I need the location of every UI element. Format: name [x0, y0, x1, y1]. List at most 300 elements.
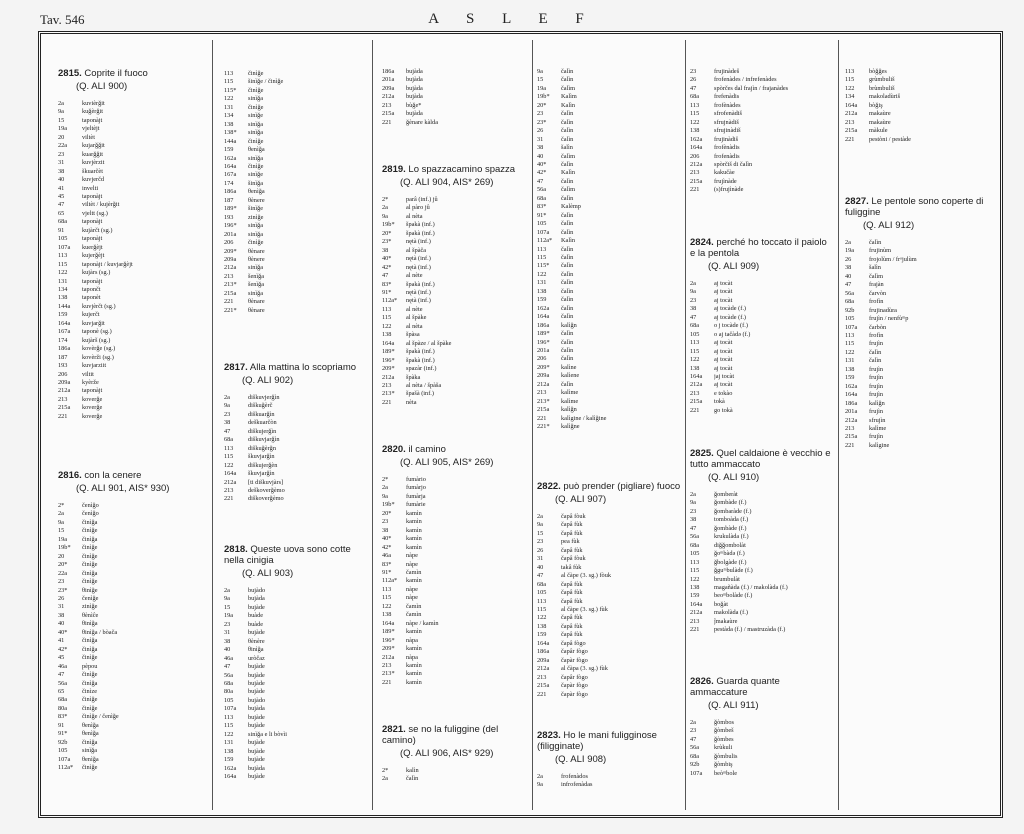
dialect-form: bujàde [248, 671, 265, 679]
dialect-form: taponàjt [82, 192, 103, 200]
survey-point: 23 [690, 727, 697, 735]
entry-heading: il camino [408, 444, 446, 455]
survey-point: 20* [382, 229, 392, 237]
list-item [537, 372, 681, 380]
dialect-form: činìğe [248, 70, 264, 77]
dialect-form: kamìn [406, 518, 422, 526]
dialect-form: fumàrio [406, 476, 426, 483]
survey-point: 42* [382, 263, 392, 271]
list-item [690, 280, 834, 288]
dialect-form: čalìn [561, 76, 574, 84]
survey-point: 164a [224, 772, 237, 780]
survey-point: 47 [382, 272, 389, 280]
dialect-form: činìğe [82, 561, 98, 569]
list-item [382, 102, 528, 110]
dialect-form: nętà (inf.) [406, 263, 431, 271]
list-item [224, 629, 368, 637]
list-item [537, 521, 681, 529]
survey-point: 209a [537, 372, 550, 380]
survey-point: 31 [58, 159, 65, 167]
dialect-form: bujàda [406, 68, 423, 75]
survey-point: 196* [537, 338, 550, 346]
list-item [224, 121, 368, 129]
survey-point: 9a [537, 781, 543, 789]
survey-point: 42* [537, 169, 547, 177]
list-item [537, 547, 681, 555]
list-item [224, 621, 368, 629]
list-item [845, 433, 1000, 441]
survey-point: 31 [58, 603, 65, 611]
entry-reference: (Q. ALI 904, AIS* 269) [400, 177, 494, 188]
entry-number: 2816. [58, 470, 82, 481]
entry-block [382, 444, 528, 687]
list-item [845, 332, 1000, 340]
list-item [690, 609, 834, 617]
list-item [537, 186, 681, 194]
survey-point: 9a [537, 521, 543, 529]
list-item [224, 595, 368, 603]
survey-point: 186a [845, 399, 858, 407]
dialect-form: čapâr fògo [561, 648, 588, 656]
dialect-form: frujìn [869, 365, 883, 373]
column-2 [224, 40, 368, 810]
list-item [537, 246, 681, 254]
list-item [58, 502, 208, 510]
dialect-form: θinìğe [82, 586, 98, 594]
survey-point: 83* [58, 713, 68, 721]
dialect-form: frojolùm / frᵒjulùm [869, 255, 917, 263]
dialect-form: sinìğa [248, 230, 264, 238]
dialect-form: buàde [248, 612, 264, 620]
list-item [58, 193, 208, 201]
dialect-form: sinìğe [248, 171, 264, 179]
dialect-form: čalìm [561, 84, 575, 92]
dialect-form: ğòmbeš [714, 727, 734, 735]
survey-point: 221 [845, 441, 855, 449]
survey-point: 212a [382, 93, 395, 101]
survey-point: 9a [537, 68, 543, 75]
dialect-form: màkule [869, 127, 888, 135]
survey-point: 159 [58, 311, 68, 319]
entry-number: 2817. [224, 362, 248, 373]
survey-point: 167a [224, 171, 237, 179]
dialect-form: frofenàdis [714, 152, 740, 160]
survey-point: 68a [845, 298, 855, 306]
list-item [690, 744, 834, 752]
dialect-form: čalìn [561, 279, 574, 287]
dialect-form: činìğa [82, 738, 98, 746]
list-item [537, 119, 681, 127]
list-item [382, 272, 528, 280]
survey-point: 91 [58, 721, 65, 729]
dialect-form: aj tocàde (f.) [714, 305, 746, 313]
dialect-list [382, 476, 528, 687]
survey-point: 221* [224, 306, 237, 314]
survey-point: 138 [382, 331, 392, 339]
survey-point: 134 [845, 93, 855, 101]
survey-point: 15 [58, 116, 65, 124]
entry-title [690, 676, 834, 698]
dialect-form: sinìğa [82, 747, 98, 755]
dialect-form: sinìğa e li bòvìi [248, 730, 288, 738]
dialect-form: krukulàda (f.) [714, 533, 749, 541]
survey-point: 134 [58, 285, 68, 293]
dialect-form: činìğe / čenìğe [82, 713, 119, 721]
list-item [58, 227, 208, 235]
list-item [58, 286, 208, 294]
dialect-form: sinìğa [248, 264, 264, 272]
list-item [224, 419, 368, 427]
dialect-form: beòᵐbole [714, 769, 738, 777]
survey-point: 131 [845, 357, 855, 365]
dialect-form: θènere [248, 255, 265, 263]
dialect-form: čalìn [561, 355, 574, 363]
entry-heading: se no la fuliggine (del camino) [382, 724, 499, 746]
survey-point: 19b* [382, 501, 395, 509]
dialect-form: go tokà [714, 406, 733, 414]
survey-point: 193 [224, 213, 234, 221]
survey-point: 212a [690, 609, 703, 617]
list-item [845, 315, 1000, 323]
survey-point: 221 [58, 412, 68, 420]
list-item [58, 151, 208, 159]
list-item [224, 155, 368, 163]
survey-point: 9a [382, 212, 388, 220]
dialect-form: čalìn [869, 348, 882, 356]
survey-point: 2a [845, 239, 851, 246]
survey-point: 47 [58, 671, 65, 679]
survey-point: 9a [224, 402, 230, 410]
dialect-form: ğòmbes [714, 735, 734, 743]
dialect-form: aj tocàt [714, 356, 733, 364]
survey-point: 38 [224, 637, 231, 645]
list-item [224, 453, 368, 461]
survey-point: 212a [58, 387, 71, 395]
dialect-form: činìğe [82, 671, 98, 679]
list-item [224, 462, 368, 470]
dialect-form: kalìene [561, 372, 580, 380]
survey-point: 115 [845, 76, 855, 84]
survey-point: 91* [58, 730, 68, 738]
list-item [58, 354, 208, 362]
list-item [537, 279, 681, 287]
dialect-form: frujinàdeš [714, 68, 740, 75]
list-item [382, 110, 528, 118]
list-item [58, 637, 208, 645]
dialect-form: kuvjarziit [82, 362, 107, 370]
survey-point: 206 [690, 152, 700, 160]
list-item [690, 542, 834, 550]
dialect-form: činìğe [248, 239, 264, 247]
survey-point: 213* [537, 397, 550, 405]
survey-point: 91* [537, 211, 547, 219]
dialect-form: bujàda [406, 93, 423, 101]
list-item [224, 638, 368, 646]
dialect-form: špakà (inf.) [406, 348, 435, 356]
list-item [690, 499, 834, 507]
dialect-form: [ti diškuvjàrs] [248, 478, 284, 486]
list-item [382, 297, 528, 305]
survey-point: 138 [224, 120, 234, 128]
dialect-form: bujàda [406, 110, 423, 118]
survey-point: 46a [224, 654, 234, 662]
list-item [224, 171, 368, 179]
survey-point: 56a [690, 744, 700, 752]
dialect-form: θènare [248, 247, 265, 255]
dialect-form: špakà (inf.) [406, 280, 435, 288]
dialect-form: al nèta [406, 212, 423, 220]
dialect-list [537, 773, 681, 790]
dialect-list [224, 394, 368, 504]
survey-point: 167a [58, 328, 71, 336]
dialect-form: fumàrjo [406, 484, 426, 492]
list-item [58, 705, 208, 713]
list-item [382, 569, 528, 577]
list-item [224, 248, 368, 256]
dialect-form: čapâ fùk [561, 597, 583, 605]
entry-block [845, 196, 1000, 450]
list-item [224, 222, 368, 230]
column-divider [212, 40, 213, 810]
entry-heading: Quel caldaione è vecchio e tutto ammaccato [690, 448, 831, 470]
entry-heading: Ho le mani fuligginose (filigginate) [537, 730, 657, 752]
survey-point: 105 [58, 235, 68, 243]
list-item [382, 535, 528, 543]
list-item [58, 730, 208, 738]
list-item [58, 159, 208, 167]
dialect-form: bujàde [248, 756, 265, 764]
column-3 [382, 40, 528, 810]
survey-point: 115 [58, 260, 68, 268]
survey-point: 112a* [537, 237, 553, 245]
list-item [382, 654, 528, 662]
entry-heading: con la cenere [84, 470, 142, 481]
dialect-form: makoladùriš [869, 93, 901, 101]
survey-point: 159 [690, 592, 700, 600]
dialect-form: diškuğèrč [248, 402, 273, 410]
list-item [58, 294, 208, 302]
list-item [537, 161, 681, 169]
list-item [58, 671, 208, 679]
survey-point: 122 [690, 575, 700, 583]
survey-point: 164a [690, 600, 703, 608]
dialect-form: tomboàda (f.) [714, 516, 749, 524]
survey-point: 144a [58, 302, 71, 310]
dialect-form: činìğe [82, 704, 98, 712]
dialect-form: al nèta [406, 322, 423, 330]
dialect-form: deškuarčòn [248, 419, 277, 427]
survey-point: 31 [224, 629, 231, 637]
list-item [58, 252, 208, 260]
list-item [58, 553, 208, 561]
survey-point: 40* [382, 255, 392, 263]
dialect-form: kuvjarğit [82, 319, 105, 327]
list-item [537, 555, 681, 563]
entry-reference: (Q. ALI 912) [863, 220, 915, 231]
dialect-form: špakà (inf.) [406, 221, 435, 229]
survey-point: 23 [224, 620, 231, 628]
survey-point: 23 [537, 538, 544, 546]
dialect-form: diškoverğèmo [248, 495, 284, 503]
list-item [690, 407, 834, 415]
dialect-form: sinìğa [248, 154, 264, 162]
list-item [690, 102, 834, 110]
survey-point: 40 [58, 620, 65, 628]
list-item [58, 379, 208, 387]
dialect-form: invelti [82, 184, 99, 192]
dialect-form: aj tocàt [714, 296, 733, 304]
dialect-form: kovèrži (sg.) [82, 353, 114, 361]
dialect-form: pestàda (f.) / mastruzàda (f.) [714, 626, 786, 634]
list-item [845, 127, 1000, 135]
list-item [845, 281, 1000, 289]
dialect-form: čamìn [406, 602, 422, 610]
dialect-form: škuarčèt [82, 167, 103, 175]
dialect-list [690, 491, 834, 635]
list-item [382, 586, 528, 594]
list-item [224, 256, 368, 264]
survey-point: 42* [382, 543, 392, 551]
entry-block [690, 448, 834, 635]
survey-point: 107a [690, 769, 703, 777]
list-item [382, 645, 528, 653]
list-item [224, 479, 368, 487]
list-item [537, 398, 681, 406]
dialect-form: bujàde [248, 722, 265, 730]
survey-point: 113 [690, 558, 700, 566]
dialect-form: čalìn [561, 160, 574, 168]
survey-point: 209* [382, 365, 395, 373]
dialect-form: kamìn [406, 535, 422, 543]
survey-point: 186a [382, 68, 395, 75]
survey-point: 47 [537, 177, 544, 185]
entry-heading: Alla mattina lo scopriamo [249, 362, 357, 373]
list-item [537, 665, 681, 673]
dialect-form: kuvièrğit [82, 100, 105, 107]
dialect-form: sfrujìn [869, 416, 886, 424]
survey-point: 56a [58, 679, 68, 687]
survey-point: 115 [224, 453, 234, 461]
list-item [224, 70, 368, 78]
dialect-form: čarbòn [869, 323, 887, 331]
list-item [537, 127, 681, 135]
dialect-form: čalìn [561, 262, 574, 270]
survey-point: 122 [690, 356, 700, 364]
list-item [382, 281, 528, 289]
list-item [537, 781, 681, 789]
dialect-form: al nèta / špàša [406, 381, 442, 389]
dialect-form: al čàpe (3. sg.) fòuk [561, 572, 612, 580]
list-item [58, 134, 208, 142]
dialect-form: bujàde [248, 713, 265, 721]
survey-point: 162a [845, 382, 858, 390]
list-item [537, 631, 681, 639]
dialect-form: buàde [248, 620, 264, 628]
dialect-form: nętà (inf.) [406, 288, 431, 296]
list-item [537, 589, 681, 597]
survey-point: 138 [690, 583, 700, 591]
list-item [690, 559, 834, 567]
list-item [845, 408, 1000, 416]
survey-point: 56a [537, 186, 547, 194]
dialect-form: θènare [248, 306, 265, 314]
dialect-form: čalìn [561, 194, 574, 202]
dialect-form: taponè (sg.) [82, 328, 112, 336]
dialect-form: činìğa [82, 518, 98, 526]
entry-number: 2815. [58, 68, 82, 79]
dialect-form: θenìğa [248, 188, 265, 196]
dialect-form: Kalìm [561, 93, 577, 101]
dialect-form: frujìn [869, 374, 883, 382]
survey-point: 187 [224, 196, 234, 204]
dialect-form: viltit [82, 370, 94, 378]
list-item [224, 646, 368, 654]
list-item [537, 288, 681, 296]
survey-point: 162a [224, 764, 237, 772]
survey-point: 213 [224, 272, 234, 280]
entry-reference: (Q. ALI 901, AIS* 930) [76, 483, 170, 494]
list-item [382, 767, 528, 775]
dialect-form: taponàjt / kuvjarğèjt [82, 260, 133, 268]
entry-block [690, 676, 834, 778]
list-item [845, 136, 1000, 144]
survey-point: 212a [537, 380, 550, 388]
list-item [58, 320, 208, 328]
dialect-form: kalìğn [869, 399, 885, 407]
dialect-list [845, 239, 1000, 450]
list-item [537, 572, 681, 580]
dialect-form: ğènare kàlda [406, 118, 438, 126]
list-item [537, 136, 681, 144]
survey-point: 65 [58, 209, 65, 217]
list-item [845, 400, 1000, 408]
dialect-form: kamìn [406, 509, 422, 517]
survey-point: 113 [845, 68, 855, 75]
survey-point: 159 [537, 296, 547, 304]
survey-point: 122 [845, 84, 855, 92]
survey-point: 221 [224, 298, 234, 306]
list-item [690, 719, 834, 727]
dialect-form: čalìn [561, 245, 574, 253]
dialect-form: taponàjt [82, 218, 103, 226]
dialect-form: kalìme [561, 389, 579, 397]
survey-point: 105 [537, 589, 547, 597]
survey-point: 131 [224, 103, 234, 111]
list-item [58, 629, 208, 637]
survey-point: 41 [58, 184, 65, 192]
dialect-form: kalìğne [561, 423, 580, 431]
survey-point: 134 [224, 112, 234, 120]
survey-point: 187 [58, 353, 68, 361]
list-item [58, 595, 208, 603]
survey-point: 40* [58, 628, 68, 636]
dialect-form: čalìn [561, 346, 574, 354]
survey-point: 113 [58, 252, 68, 260]
dialect-form: frujinàdiš [714, 135, 739, 143]
dialect-form: θenìğa [82, 755, 99, 763]
survey-point: 40* [382, 535, 392, 543]
survey-point: 131 [537, 279, 547, 287]
list-item [58, 371, 208, 379]
entry-block [382, 724, 528, 784]
survey-point: 138 [58, 294, 68, 302]
column-1 [58, 40, 208, 810]
entry-heading: Le pentole sono coperte di fuliggine [845, 196, 984, 218]
list-item [224, 104, 368, 112]
survey-point: 92b [58, 738, 68, 746]
survey-point: 115 [537, 605, 547, 613]
dialect-form: ğbolgàde (f.) [714, 558, 747, 566]
